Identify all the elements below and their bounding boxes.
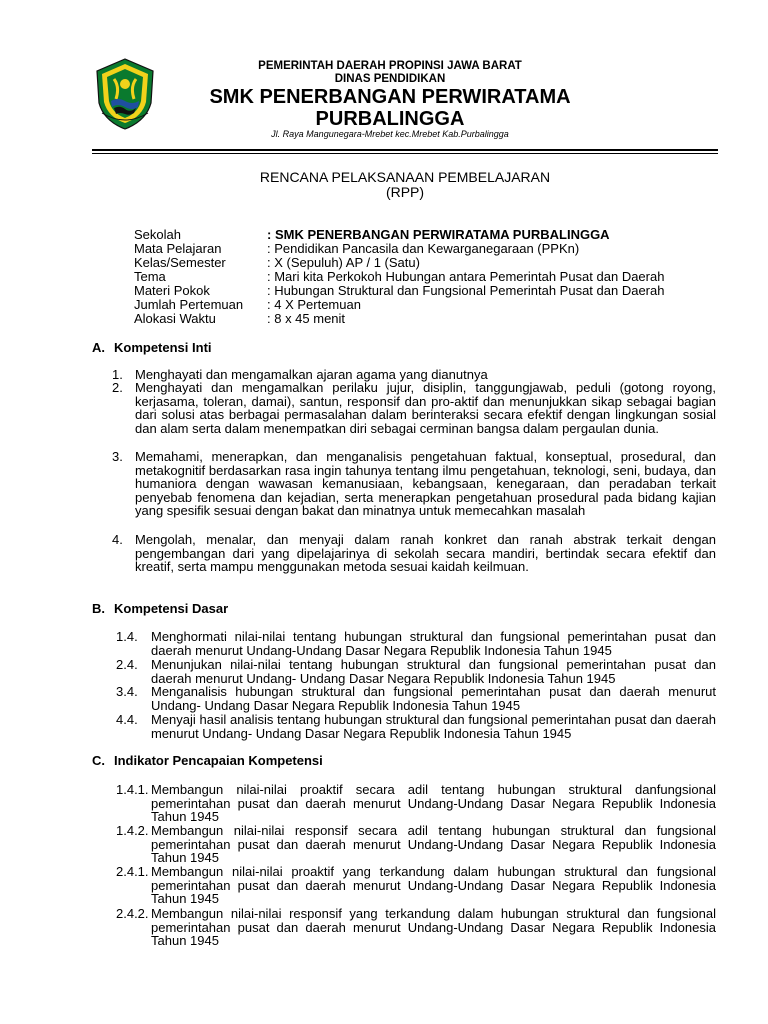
section-title: Indikator Pencapaian Kompetensi	[114, 753, 323, 768]
identity-value: : 4 X Pertemuan	[267, 297, 361, 312]
identity-label: Mata Pelajaran	[134, 241, 222, 256]
document-title: RENCANA PELAKSANAAN PEMBELAJARAN	[259, 169, 551, 185]
item-number: 1.4.1.	[116, 782, 149, 797]
item-number: 2.4.1.	[116, 864, 149, 879]
item-number: 3.4.	[116, 684, 138, 699]
identity-label: Tema	[134, 269, 166, 284]
item-number: 3.	[112, 449, 123, 464]
identity-value: : 8 x 45 menit	[267, 311, 346, 326]
item-text: Memahami, menerapkan, dan menganalisis pengetahuan faktual, konseptual, prosedural, dan metakognitif berdasarkan rasa ingin tahunya tentang ilmu pengetahuan, teknologi, seni, budaya, dan humaniora dengan wawasan kemanusiaan, kebangsaan, kenegaraan, dan peradaban terkait penyebab fenomena dan kejadian, serta menerapkan pengetahuan prosedural pada bidang kajian yang spesifik sesuai dengan bakat dan minatnya untuk memecahkan masalah	[135, 449, 716, 519]
item-number: 1.	[112, 367, 123, 382]
identity-label: Kelas/Semester	[134, 255, 226, 270]
identity-label: Jumlah Pertemuan	[134, 297, 244, 312]
item-text: Menghayati dan mengamalkan ajaran agama yang dianutnya	[135, 367, 488, 382]
item-text: Menghormati nilai-nilai tentang hubungan struktural dan fungsional pemerintahan pusat dan daerah menurut Undang-Undang Dasar Negara Republik Indonesia Tahun 1945	[151, 629, 716, 658]
document-subtitle: (RPP)	[385, 184, 425, 200]
item-text: Menyaji hasil analisis tentang hubungan struktural dan fungsional pemerintahan pusat dan daerah menurut Undang- Undang Dasar Negara Republik Indonesia Tahun 1945	[151, 712, 716, 741]
identity-value: : Mari kita Perkokoh Hubungan antara Pemerintah Pusat dan Daerah	[267, 269, 665, 284]
item-number: 2.4.2.	[116, 906, 149, 921]
item-number: 1.4.2.	[116, 823, 149, 838]
section-letter: B.	[92, 601, 105, 616]
government-name: PEMERINTAH DAERAH PROPINSI JAWA BARAT	[258, 60, 522, 72]
school-address: Jl. Raya Mangunegara-Mrebet kec.Mrebet Kab.Purbalingga	[271, 129, 509, 139]
identity-value: : X (Sepuluh) AP / 1 (Satu)	[267, 255, 420, 270]
item-text: Membangun nilai-nilai proaktif secara adil tentang hubungan struktural danfungsional pemerintahan pusat dan daerah menurut Undang-Undang Dasar Negara Republik Indonesia Tahun 1945	[151, 782, 716, 825]
section-letter: C.	[92, 753, 105, 768]
identity-value: : Hubungan Struktural dan Fungsional Pemerintah Pusat dan Daerah	[267, 283, 665, 298]
identity-value: : Pendidikan Pancasila dan Kewarganegaraan (PPKn)	[267, 241, 580, 256]
identity-label: Alokasi Waktu	[134, 311, 216, 326]
item-text: Menganalisis hubungan struktural dan fungsional pemerintahan pusat dan daerah menurut Undang- Undang Dasar Negara Republik Indonesia Tahun 1945	[151, 684, 716, 713]
jawa-barat-emblem-icon	[94, 57, 156, 131]
identity-value: : SMK PENERBANGAN PERWIRATAMA PURBALINGGA	[267, 227, 610, 242]
item-number: 2.	[112, 380, 123, 395]
section-title: Kompetensi Dasar	[114, 601, 229, 616]
item-text: Membangun nilai-nilai proaktif yang terkandung dalam hubungan struktural dan fungsional pemerintahan pusat dan daerah menurut Undang-Undang Dasar Negara Republik Indonesia Tahun 1945	[151, 864, 716, 907]
school-name-line1: SMK PENERBANGAN PERWIRATAMA	[209, 86, 571, 108]
item-number: 2.4.	[116, 657, 138, 672]
department-name: DINAS PENDIDIKAN	[334, 73, 446, 85]
item-text: Membangun nilai-nilai responsif secara adil tentang hubungan struktural dan fungsional pemerintahan pusat dan daerah menurut Undang-Undang Dasar Negara Republik Indonesia Tahun 1945	[151, 823, 716, 866]
letterhead-rule-thin	[92, 153, 718, 154]
section-title: Kompetensi Inti	[114, 340, 212, 355]
item-text: Menunjukan nilai-nilai tentang hubungan struktural dan fungsional pemerintahan pusat dan daerah menurut Undang- Undang Dasar Negara Republik Indonesia Tahun 1945	[151, 657, 716, 686]
letterhead-rule-thick	[92, 149, 718, 151]
item-number: 4.4.	[116, 712, 138, 727]
item-text: Membangun nilai-nilai responsif yang terkandung dalam hubungan struktural dan fungsional pemerintahan pusat dan daerah menurut Undang-Undang Dasar Negara Republik Indonesia Tahun 1945	[151, 906, 716, 949]
item-text: Mengolah, menalar, dan menyaji dalam ranah konkret dan ranah abstrak terkait dengan pengembangan dari yang dipelajarinya di sekolah secara mandiri, bertindak secara efektif dan kreatif, serta mampu menggunakan metoda sesuai kaidah keilmuan.	[135, 532, 716, 575]
identity-label: Materi Pokok	[134, 283, 210, 298]
item-text: Menghayati dan mengamalkan perilaku jujur, disiplin, tanggungjawab, peduli (gotong royong, kerjasama, toleran, damai), santun, responsif dan pro-aktif dan menunjukkan sikap sebagai bagian dari solusi atas berbagai permasalahan dalam berinteraksi secara efektif dengan lingkungan sosial dan alam serta dalam menempatkan diri sebagai cerminan bangsa dalam pergaulan dunia.	[135, 380, 716, 436]
school-name-line2: PURBALINGGA	[315, 108, 465, 130]
item-number: 1.4.	[116, 629, 138, 644]
item-number: 4.	[112, 532, 123, 547]
identity-label: Sekolah	[134, 227, 181, 242]
section-letter: A.	[92, 340, 105, 355]
